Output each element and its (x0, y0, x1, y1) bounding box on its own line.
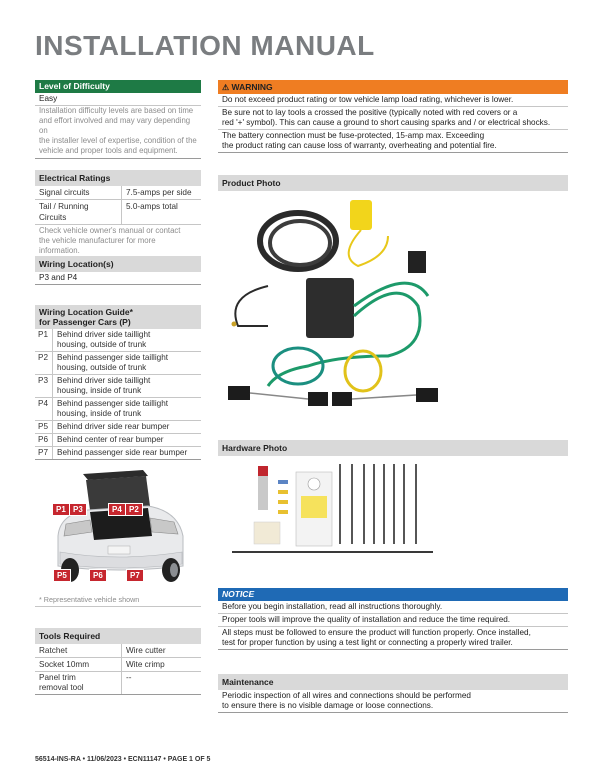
tool-name: Wire cutter (126, 646, 166, 655)
warning-section (218, 80, 568, 153)
hardware-photo-section (218, 440, 568, 456)
wiring-harness-icon (228, 196, 443, 416)
difficulty-section (35, 80, 201, 159)
tools-row (35, 672, 201, 695)
notice-section (218, 588, 568, 650)
maintenance-section (218, 674, 568, 713)
guide-code: P5 (35, 421, 53, 433)
vehicle-footnote: * Representative vehicle shown (35, 594, 201, 607)
warning-line: red '+' symbol). This can cause a ground to short causing sparks and / or electrical shocks. (222, 118, 551, 127)
tools-row (35, 644, 201, 658)
difficulty-note-line: Installation difficulty levels are based on time (39, 106, 194, 115)
hardware-photo-header: Hardware Photo (218, 440, 568, 456)
guide-desc: housing, outside of trunk (57, 340, 147, 349)
notice-item (218, 627, 568, 650)
guide-desc: housing, inside of trunk (57, 409, 142, 418)
maintenance-body (218, 690, 568, 713)
warning-item: Do not exceed product rating or tow vehicle lamp load rating, whichever is lower. (218, 94, 568, 107)
rating-value: 7.5-amps per side (126, 188, 192, 197)
tool-name: Panel trim (39, 673, 76, 682)
callout-p1: P1 (52, 503, 70, 516)
hardware-kit-icon (228, 460, 438, 560)
guide-code: P2 (35, 352, 53, 374)
electrical-section (35, 170, 201, 260)
wiring-location-section (35, 256, 201, 285)
guide-row (35, 421, 201, 434)
warning-line: Be sure not to lay tools a crossed the positive (typically noted with red covers or a (222, 108, 518, 117)
guide-desc: Behind driver side rear bumper (57, 422, 170, 431)
callout-p3: P3 (69, 503, 87, 516)
difficulty-level: Easy (35, 93, 201, 106)
difficulty-note-line: and effort involved and may vary depending on (39, 116, 191, 135)
guide-row (35, 434, 201, 447)
rating-label: Signal circuits (35, 186, 122, 199)
guide-desc: housing, outside of trunk (57, 363, 147, 372)
warning-item (218, 130, 568, 153)
callout-p6: P6 (89, 569, 107, 582)
wiring-guide-section (35, 305, 201, 460)
guide-desc: Behind center of rear bumper (57, 435, 164, 444)
notice-header: NOTICE (218, 588, 568, 601)
notice-item: Proper tools will improve the quality of installation and reduce the time required. (218, 614, 568, 627)
tool-name: Socket 10mm (35, 658, 122, 671)
guide-desc: Behind passenger side rear bumper (57, 448, 188, 457)
callout-p2: P2 (125, 503, 143, 516)
product-photo (228, 196, 443, 416)
wiring-location-header: Wiring Location(s) (35, 256, 201, 272)
guide-desc: Behind passenger side taillight (57, 399, 169, 408)
guide-row (35, 352, 201, 375)
guide-row (35, 447, 201, 460)
footnote (35, 594, 201, 607)
callout-p5: P5 (53, 569, 71, 582)
electrical-header: Electrical Ratings (35, 170, 201, 186)
notice-line: test for proper function by using a test light or connecting a properly wired trailer. (222, 638, 513, 647)
maintenance-header: Maintenance (218, 674, 568, 690)
maintenance-line: to ensure there is no visible damage or loose connections. (222, 701, 434, 710)
notice-item: Before you begin installation, read all instructions thoroughly. (218, 601, 568, 614)
tool-name: -- (126, 673, 132, 682)
difficulty-note-line: the installer level of expertise, condition of the (39, 136, 197, 145)
electrical-row (35, 200, 201, 225)
warning-title: WARNING (231, 82, 273, 92)
vehicle-illustration (48, 466, 188, 588)
hardware-photo (228, 460, 438, 560)
guide-desc: Behind driver side taillight (57, 330, 151, 339)
electrical-note-line: Check vehicle owner's manual or contact (39, 226, 181, 235)
notice-line: All steps must be followed to ensure the product will function properly. Once installed, (222, 628, 531, 637)
guide-desc: Behind passenger side taillight (57, 353, 169, 362)
warning-line: the product rating can cause loss of warranty, overheating and potential fire. (222, 141, 497, 150)
warning-item (218, 107, 568, 130)
tool-name: Ratchet (35, 644, 122, 657)
warning-icon: ⚠ (222, 83, 230, 92)
tools-section (35, 628, 201, 695)
difficulty-note-line: vehicle and proper tools and equipment. (39, 146, 178, 155)
electrical-row (35, 186, 201, 200)
tool-name: Wite crimp (126, 660, 165, 669)
guide-desc: Behind driver side taillight (57, 376, 151, 385)
wiring-location-value: P3 and P4 (35, 272, 201, 285)
difficulty-header: Level of Difficulty (35, 80, 201, 93)
tools-row (35, 658, 201, 672)
maintenance-line: Periodic inspection of all wires and connections should be performed (222, 691, 471, 700)
guide-code: P4 (35, 398, 53, 420)
page-title: INSTALLATION MANUAL (35, 30, 375, 61)
guide-row (35, 398, 201, 421)
product-photo-header: Product Photo (218, 175, 568, 191)
guide-row (35, 329, 201, 352)
tool-name: removal tool (39, 683, 84, 692)
guide-code: P1 (35, 329, 53, 351)
rating-label: Tail / Running Circuits (35, 200, 122, 224)
guide-desc: housing, inside of trunk (57, 386, 142, 395)
guide-code: P3 (35, 375, 53, 397)
electrical-note-line: the vehicle manufacturer for more information. (39, 236, 156, 255)
guide-code: P6 (35, 434, 53, 446)
guide-row (35, 375, 201, 398)
callout-p7: P7 (126, 569, 144, 582)
warning-header (218, 80, 568, 94)
guide-code: P7 (35, 447, 53, 459)
guide-header-line: for Passenger Cars (P) (39, 317, 131, 327)
rating-value: 5.0-amps total (126, 202, 178, 211)
guide-header-line: Wiring Location Guide* (39, 307, 133, 317)
warning-line: The battery connection must be fuse-protected, 15-amp max. Exceeding (222, 131, 485, 140)
product-photo-section (218, 175, 568, 191)
callout-p4: P4 (108, 503, 126, 516)
page-footer: 56514-INS-RA • 11/06/2023 • ECN11147 • PAGE 1 OF 5 (35, 756, 211, 763)
tools-header: Tools Required (35, 628, 201, 644)
